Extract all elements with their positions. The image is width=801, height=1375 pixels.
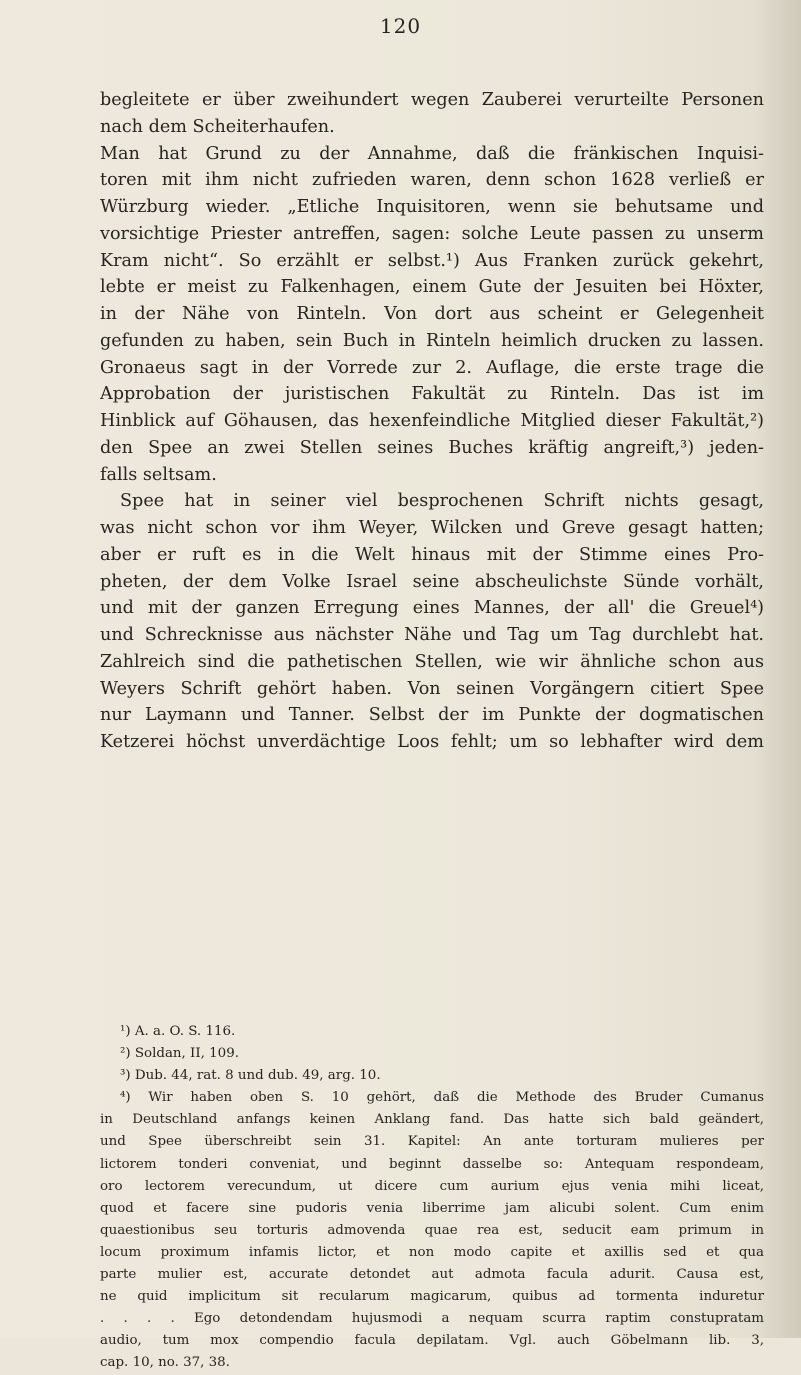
text-line: und Schrecknisse aus nächster Nähe und Tag um Tag durchlebt hat.: [100, 625, 764, 645]
text-line: falls seltsam.: [100, 464, 217, 485]
text-line: toren mit ihm nicht zufrieden waren, denn schon 1628 verließ er: [100, 170, 764, 191]
footnote-line: lictorem tonderi conveniat, und beginnt dasselbe so: Antequam respondeam,: [100, 1156, 764, 1172]
footnote-line: oro lectorem verecundum, ut dicere cum aurium ejus venia mihi liceat,: [100, 1178, 764, 1194]
footnote-line: ne quid implicitum sit recularum magicarum, quibus ad tormenta induretur: [100, 1289, 764, 1305]
text-line: aber er ruft es in die Welt hinaus mit der Stimme eines Pro-: [100, 544, 764, 565]
text-line: vorsichtige Priester antreffen, sagen: solche Leute passen zu unserm: [100, 223, 764, 244]
footnote-line: quod et facere sine pudoris venia liberrime jam alicubi solent. Cum enim: [100, 1200, 764, 1216]
text-line: nur Laymann und Tanner. Selbst der im Punkte der dogmatischen: [100, 705, 764, 726]
text-line: Weyers Schrift gehört haben. Von seinen Vorgängern citiert Spee: [100, 678, 764, 699]
footnote-line: audio, tum mox compendio facula depilatam. Vgl. auch Göbelmann lib. 3,: [100, 1333, 764, 1349]
body-text: [100, 87, 764, 756]
text-line: Spee hat in seiner viel besprochenen Schrift nichts gesagt,: [120, 491, 764, 512]
footnote-line: und Spee überschreibt sein 31. Kapitel: An ante torturam mulieres per: [100, 1134, 764, 1150]
footnote-line: cap. 10, no. 37, 38.: [100, 1355, 230, 1371]
footnote-line: . . . . Ego detondendam hujusmodi a nequam scurra raptim constupratam: [100, 1311, 764, 1327]
footnote-line: locum proximum infamis lictor, et non modo capite et axillis sed et qua: [100, 1244, 764, 1260]
text-line: lebte er meist zu Falkenhagen, einem Gute der Jesuiten bei Höxter,: [100, 277, 764, 298]
page-number: 120: [379, 14, 422, 38]
text-line: pheten, der dem Volke Israel seine abscheulichste Sünde vorhält,: [100, 571, 764, 592]
footnote-line: in Deutschland anfangs keinen Anklang fand. Das hatte sich bald geändert,: [100, 1112, 764, 1128]
text-line: was nicht schon vor ihm Weyer, Wilcken und Greve gesagt hatten;: [100, 518, 764, 538]
text-line: Approbation der juristischen Fakultät zu Rinteln. Das ist im: [100, 384, 764, 405]
text-line: in der Nähe von Rinteln. Von dort aus scheint er Gelegenheit: [100, 304, 764, 324]
footnote-line: ³) Dub. 44, rat. 8 und dub. 49, arg. 10.: [120, 1068, 381, 1084]
text-line: Gronaeus sagt in der Vorrede zur 2. Auflage, die erste trage die: [100, 357, 764, 378]
footnote-line: ¹) A. a. O. S. 116.: [120, 1024, 236, 1039]
text-line: Würzburg wieder. „Etliche Inquisitoren, wenn sie behutsame und: [100, 197, 764, 217]
text-line: Kram nicht“. So erzählt er selbst.¹) Aus Franken zurück gekehrt,: [100, 250, 764, 271]
footnote-line: ⁴) Wir haben oben S. 10 gehört, daß die Methode des Bruder Cumanus: [120, 1090, 764, 1106]
text-line: den Spee an zwei Stellen seines Buches kräftig angreift,³) jeden-: [100, 437, 764, 458]
text-line: nach dem Scheiterhaufen.: [100, 116, 335, 137]
text-line: und mit der ganzen Erregung eines Mannes, der all' die Greuel⁴): [100, 598, 764, 619]
text-line: Ketzerei höchst unverdächtige Loos fehlt; um so lebhafter wird dem: [100, 732, 764, 752]
text-line: Zahlreich sind die pathetischen Stellen, wie wir ähnliche schon aus: [100, 651, 764, 672]
text-line: begleitete er über zweihundert wegen Zauberei verurteilte Personen: [100, 90, 764, 110]
footnotes: [100, 1021, 764, 1375]
footnote-line: quaestionibus seu torturis admovenda quae rea est, seducit eam primum in: [100, 1222, 764, 1238]
text-line: gefunden zu haben, sein Buch in Rinteln heimlich drucken zu lassen.: [100, 330, 764, 351]
footnote-line: parte mulier est, accurate detondet aut admota facula adurit. Causa est,: [100, 1267, 764, 1283]
text-line: Hinblick auf Göhausen, das hexenfeindliche Mitglied dieser Fakultät,²): [100, 411, 764, 431]
text-line: Man hat Grund zu der Annahme, daß die fränkischen Inquisi-: [100, 143, 764, 164]
footnote-line: ²) Soldan, II, 109.: [120, 1046, 239, 1062]
